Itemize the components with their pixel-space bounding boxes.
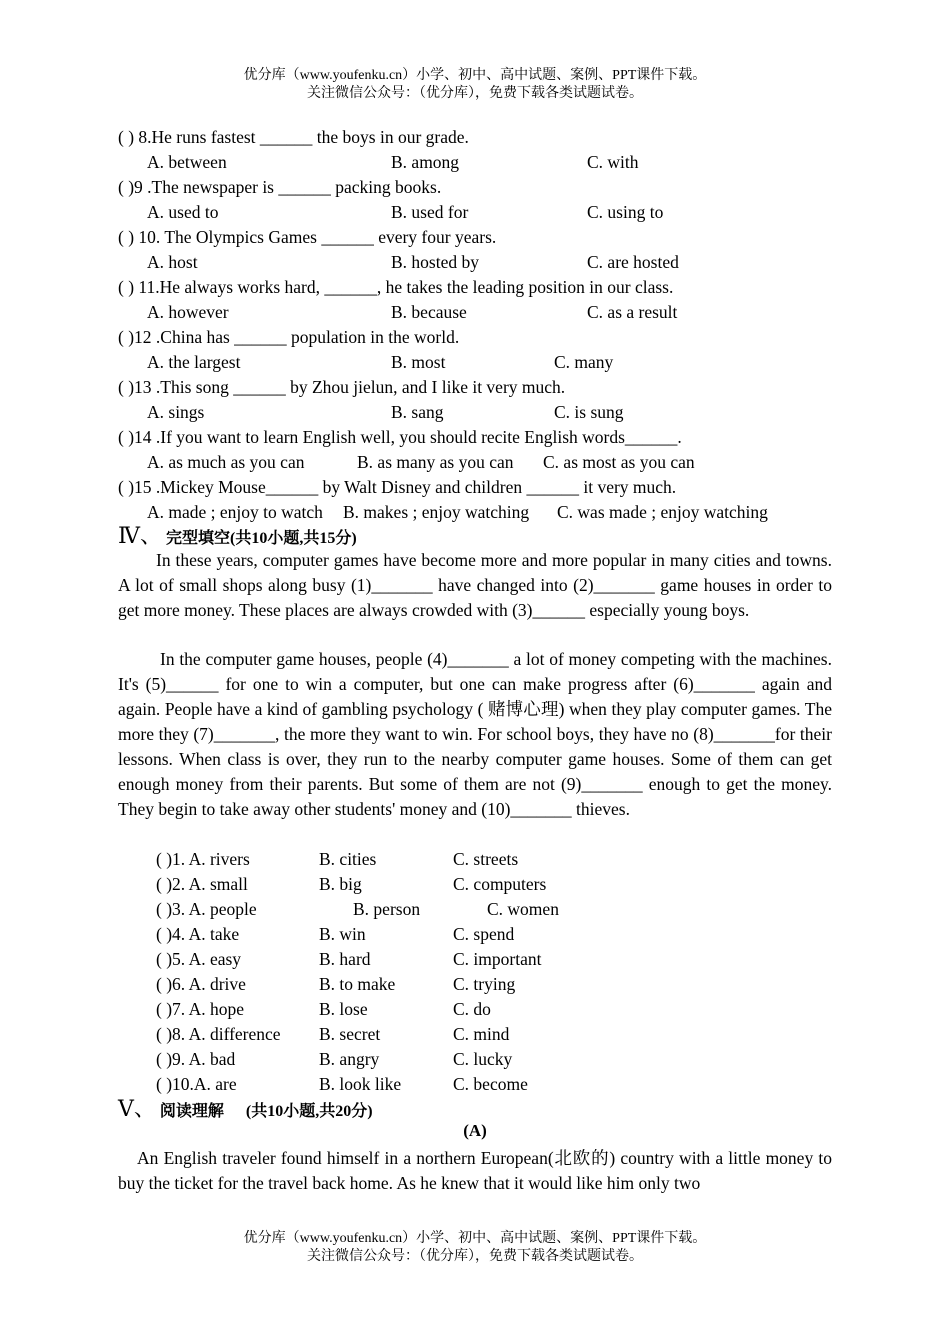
option-a: A. however xyxy=(147,302,229,322)
section-5-title: 阅读理解 xyxy=(159,1103,224,1120)
section-4-heading xyxy=(118,524,357,551)
option-c: C. lucky xyxy=(453,1049,513,1069)
item-number-option-a: ( )10.A. are xyxy=(156,1074,237,1094)
question-stem: ( )9 .The newspaper is ______ packing books. xyxy=(118,177,442,197)
option-c: C. spend xyxy=(453,924,515,944)
option-b: B. among xyxy=(391,152,460,172)
item-number-option-a: ( )8. A. difference xyxy=(156,1024,281,1044)
option-b: B. used for xyxy=(391,202,469,222)
option-c: C. trying xyxy=(453,974,516,994)
passage-label: (A) xyxy=(463,1121,487,1140)
option-b: B. because xyxy=(391,302,467,322)
option-c: C. using to xyxy=(587,202,664,222)
option-b: B. secret xyxy=(319,1024,381,1044)
option-c: C. important xyxy=(453,949,542,969)
section-5-heading xyxy=(118,1097,373,1124)
option-b: B. as many as you can xyxy=(357,452,514,472)
option-c: C. many xyxy=(554,352,614,372)
option-c: C. with xyxy=(587,152,639,172)
option-b: B. win xyxy=(319,924,366,944)
question-stem: ( )14 .If you want to learn English well, you should recite English words______. xyxy=(118,427,682,447)
item-number-option-a: ( )2. A. small xyxy=(156,874,248,894)
option-a: A. the largest xyxy=(147,352,241,372)
item-number-option-a: ( )1. A. rivers xyxy=(156,849,250,869)
footer-line-1: 优分库（www.youfenku.cn）小学、初中、高中试题、案例、PPT课件下载。 xyxy=(243,1231,707,1246)
item-number-option-a: ( )3. A. people xyxy=(156,899,257,919)
option-c: C. as most as you can xyxy=(543,452,695,472)
item-number-option-a: ( )7. A. hope xyxy=(156,999,244,1019)
item-number-option-a: ( )9. A. bad xyxy=(156,1049,236,1069)
option-c: C. was made ; enjoy watching xyxy=(557,502,768,522)
question-stem: ( )13 .This song ______ by Zhou jielun, and I like it very much. xyxy=(118,377,566,397)
footer-line-2: 关注微信公众号：（优分库），免费下载各类试题试卷。 xyxy=(307,1249,643,1264)
question-stem: ( )12 .China has ______ population in the world. xyxy=(118,327,460,347)
section-5-score: (共10小题,共20分) xyxy=(245,1103,373,1120)
option-a: A. sings xyxy=(147,402,205,422)
option-b: B. makes ; enjoy watching xyxy=(343,502,530,522)
option-b: B. big xyxy=(319,874,362,894)
page-footer xyxy=(0,1230,950,1266)
option-a: A. as much as you can xyxy=(147,452,305,472)
item-number-option-a: ( )4. A. take xyxy=(156,924,240,944)
option-b: B. person xyxy=(353,899,421,919)
question-stem: ( ) 10. The Olympics Games ______ every four years. xyxy=(118,227,497,247)
option-c: C. computers xyxy=(453,874,547,894)
option-c: C. are hosted xyxy=(587,252,679,272)
item-number-option-a: ( )5. A. easy xyxy=(156,949,242,969)
item-number-option-a: ( )6. A. drive xyxy=(156,974,246,994)
option-b: B. sang xyxy=(391,402,444,422)
option-b: B. most xyxy=(391,352,446,372)
option-b: B. lose xyxy=(319,999,368,1019)
page-header xyxy=(0,67,950,103)
option-a: A. used to xyxy=(147,202,219,222)
section-4-numeral: Ⅳ、 xyxy=(118,523,162,548)
option-b: B. hard xyxy=(319,949,371,969)
section-4-title: 完型填空(共10小题,共15分) xyxy=(165,530,357,547)
option-c: C. women xyxy=(487,899,559,919)
option-c: C. is sung xyxy=(554,402,624,422)
option-b: B. cities xyxy=(319,849,377,869)
option-b: B. angry xyxy=(319,1049,380,1069)
question-stem: ( )15 .Mickey Mouse______ by Walt Disney and children ______ it very much. xyxy=(118,477,677,497)
question-stem: ( ) 11.He always works hard, ______, he takes the leading position in our class. xyxy=(118,277,674,297)
cloze-paragraph-1: In these years, computer games have become more and more popular in many cities and towns. A lot of small shops along busy (1)_______ have changed into (2)_______ game houses in order to get more money. These places are always crowded with (3)______ especially young boys. xyxy=(118,550,832,620)
option-c: C. mind xyxy=(453,1024,510,1044)
question-stem: ( ) 8.He runs fastest ______ the boys in our grade. xyxy=(118,127,469,147)
option-a: A. between xyxy=(147,152,227,172)
header-line-1: 优分库（www.youfenku.cn）小学、初中、高中试题、案例、PPT课件下载。 xyxy=(243,68,707,83)
option-a: A. host xyxy=(147,252,198,272)
section-5-numeral: Ⅴ、 xyxy=(118,1096,156,1121)
option-c: C. become xyxy=(453,1074,528,1094)
option-c: C. as a result xyxy=(587,302,678,322)
option-b: B. to make xyxy=(319,974,396,994)
reading-paragraph-1: An English traveler found himself in a northern European(北欧的) country with a little money to buy the ticket for the travel back home. As he knew that it would like him only two xyxy=(118,1148,832,1193)
option-b: B. look like xyxy=(319,1074,402,1094)
option-c: C. streets xyxy=(453,849,519,869)
option-c: C. do xyxy=(453,999,491,1019)
option-a: A. made ; enjoy to watch xyxy=(147,502,323,522)
cloze-paragraph-2: In the computer game houses, people (4)_______ a lot of money competing with the machines. It's (5)______ for one to win a computer, but one can make progress after (6)_______ again and again. People have a kind of gambling psychology ( 赌博心理) when they play computer games. The more they (7)_______, the more they want to win. For school boys, they have no (8)_______for their lessons. When class is over, they run to the nearby computer game houses. Some of them can get enough money from their parents. But some of them are not (9)_______ enough to get the money. They begin to take away other students' money and (10)_______ thieves. xyxy=(118,649,832,819)
option-b: B. hosted by xyxy=(391,252,479,272)
header-line-2: 关注微信公众号：（优分库），免费下载各类试题试卷。 xyxy=(307,86,643,101)
